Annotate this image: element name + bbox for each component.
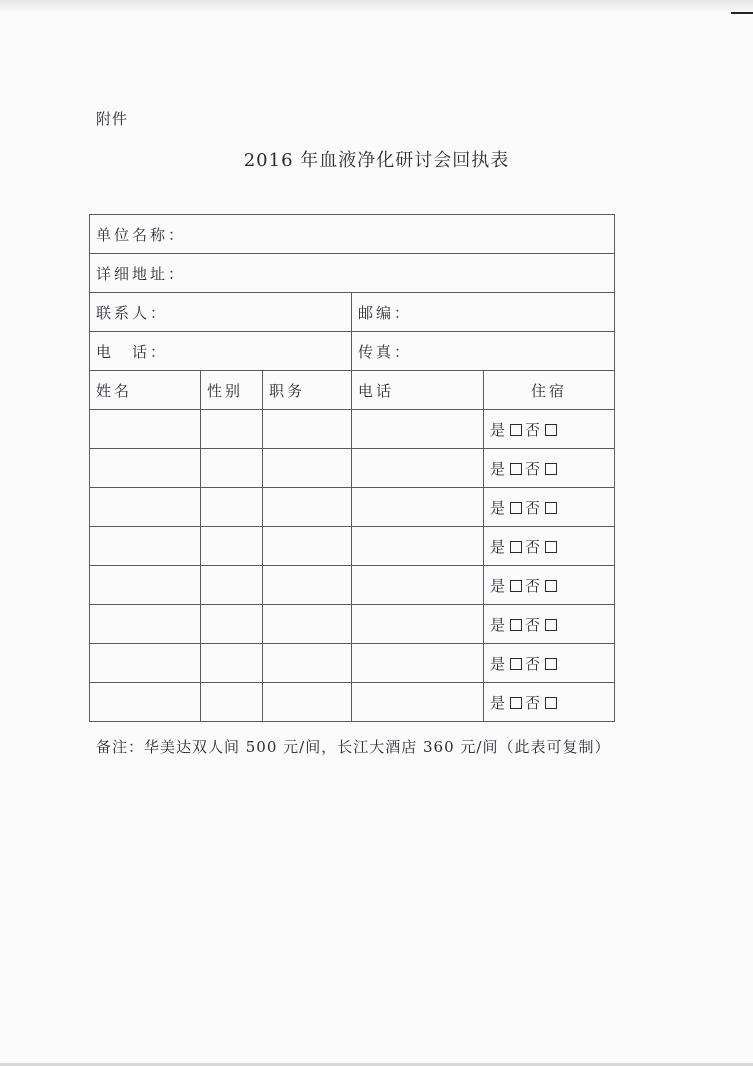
gender-cell[interactable] bbox=[201, 644, 263, 683]
table-row bbox=[90, 449, 615, 488]
lodging-cell bbox=[484, 566, 615, 605]
column-header-gender: 性别 bbox=[201, 371, 263, 410]
gender-cell[interactable] bbox=[201, 683, 263, 722]
name-cell[interactable] bbox=[90, 410, 201, 449]
lodging-cell bbox=[484, 683, 615, 722]
gender-cell[interactable] bbox=[201, 527, 263, 566]
lodging-yes-checkbox[interactable] bbox=[510, 463, 522, 475]
contact-row bbox=[90, 293, 615, 332]
gender-cell[interactable] bbox=[201, 566, 263, 605]
lodging-yes-label: 是 bbox=[490, 615, 509, 634]
phone-cell[interactable] bbox=[352, 488, 484, 527]
lodging-no-label: 否 bbox=[525, 498, 544, 517]
lodging-no-label: 否 bbox=[525, 615, 544, 634]
note: 备注：华美达双人间 500 元/间，长江大酒店 360 元/间（此表可复制） bbox=[96, 738, 611, 756]
lodging-no-checkbox[interactable] bbox=[545, 541, 557, 553]
name-cell[interactable] bbox=[90, 488, 201, 527]
unit-name-field[interactable] bbox=[90, 215, 615, 254]
gender-cell[interactable] bbox=[201, 410, 263, 449]
lodging-yes-checkbox[interactable] bbox=[510, 502, 522, 514]
postcode-label: 邮编： bbox=[358, 303, 413, 322]
column-header-lodging: 住宿 bbox=[484, 371, 615, 410]
phone-label: 电 话： bbox=[96, 342, 169, 361]
lodging-cell bbox=[484, 410, 615, 449]
table-row bbox=[90, 527, 615, 566]
phone-cell[interactable] bbox=[352, 605, 484, 644]
phone-cell[interactable] bbox=[352, 683, 484, 722]
phone-field[interactable] bbox=[90, 332, 352, 371]
lodging-no-label: 否 bbox=[525, 459, 544, 478]
lodging-cell bbox=[484, 605, 615, 644]
name-cell[interactable] bbox=[90, 605, 201, 644]
page-title: 2016 年血液净化研讨会回执表 bbox=[243, 150, 510, 171]
address-label: 详细地址： bbox=[96, 264, 187, 283]
table-header-row bbox=[90, 371, 615, 410]
position-cell[interactable] bbox=[263, 566, 352, 605]
lodging-yes-checkbox[interactable] bbox=[510, 697, 522, 709]
name-cell[interactable] bbox=[90, 644, 201, 683]
lodging-yes-checkbox[interactable] bbox=[510, 424, 522, 436]
lodging-yes-label: 是 bbox=[490, 693, 509, 712]
column-header-name: 姓名 bbox=[90, 371, 201, 410]
lodging-no-label: 否 bbox=[525, 654, 544, 673]
column-header-position: 职务 bbox=[263, 371, 352, 410]
lodging-yes-label: 是 bbox=[490, 459, 509, 478]
gender-cell[interactable] bbox=[201, 488, 263, 527]
lodging-no-label: 否 bbox=[525, 537, 544, 556]
lodging-cell bbox=[484, 644, 615, 683]
lodging-yes-label: 是 bbox=[490, 498, 509, 517]
name-cell[interactable] bbox=[90, 566, 201, 605]
table-row bbox=[90, 488, 615, 527]
lodging-no-checkbox[interactable] bbox=[545, 658, 557, 670]
address-field[interactable] bbox=[90, 254, 615, 293]
position-cell[interactable] bbox=[263, 605, 352, 644]
lodging-no-label: 否 bbox=[525, 420, 544, 439]
lodging-no-checkbox[interactable] bbox=[545, 619, 557, 631]
gender-cell[interactable] bbox=[201, 605, 263, 644]
lodging-yes-checkbox[interactable] bbox=[510, 541, 522, 553]
name-cell[interactable] bbox=[90, 527, 201, 566]
phone-cell[interactable] bbox=[352, 410, 484, 449]
contact-label: 联系人： bbox=[96, 303, 169, 322]
attachment-label: 附件 bbox=[96, 110, 129, 128]
contact-field[interactable] bbox=[90, 293, 352, 332]
position-cell[interactable] bbox=[263, 527, 352, 566]
reply-form-table bbox=[89, 214, 615, 722]
position-cell[interactable] bbox=[263, 644, 352, 683]
lodging-no-label: 否 bbox=[525, 576, 544, 595]
address-row bbox=[90, 254, 615, 293]
fax-field[interactable] bbox=[352, 332, 615, 371]
phone-cell[interactable] bbox=[352, 644, 484, 683]
table-row bbox=[90, 683, 615, 722]
lodging-no-label: 否 bbox=[525, 693, 544, 712]
lodging-cell bbox=[484, 488, 615, 527]
lodging-yes-checkbox[interactable] bbox=[510, 619, 522, 631]
name-cell[interactable] bbox=[90, 683, 201, 722]
lodging-yes-label: 是 bbox=[490, 654, 509, 673]
postcode-field[interactable] bbox=[352, 293, 615, 332]
scan-mark bbox=[731, 12, 753, 14]
lodging-yes-label: 是 bbox=[490, 576, 509, 595]
gender-cell[interactable] bbox=[201, 449, 263, 488]
lodging-no-checkbox[interactable] bbox=[545, 424, 557, 436]
phone-cell[interactable] bbox=[352, 527, 484, 566]
position-cell[interactable] bbox=[263, 449, 352, 488]
position-cell[interactable] bbox=[263, 683, 352, 722]
lodging-no-checkbox[interactable] bbox=[545, 463, 557, 475]
lodging-cell bbox=[484, 449, 615, 488]
lodging-no-checkbox[interactable] bbox=[545, 580, 557, 592]
lodging-no-checkbox[interactable] bbox=[545, 502, 557, 514]
scan-top-edge bbox=[0, 0, 753, 14]
name-cell[interactable] bbox=[90, 449, 201, 488]
lodging-yes-checkbox[interactable] bbox=[510, 580, 522, 592]
unit-name-row bbox=[90, 215, 615, 254]
table-row bbox=[90, 644, 615, 683]
position-cell[interactable] bbox=[263, 488, 352, 527]
position-cell[interactable] bbox=[263, 410, 352, 449]
column-header-phone: 电话 bbox=[352, 371, 484, 410]
table-row bbox=[90, 410, 615, 449]
table-row bbox=[90, 605, 615, 644]
phone-cell[interactable] bbox=[352, 449, 484, 488]
unit-name-label: 单位名称： bbox=[96, 225, 187, 244]
phone-row bbox=[90, 332, 615, 371]
lodging-cell bbox=[484, 527, 615, 566]
table-row bbox=[90, 566, 615, 605]
phone-cell[interactable] bbox=[352, 566, 484, 605]
lodging-yes-label: 是 bbox=[490, 537, 509, 556]
lodging-yes-label: 是 bbox=[490, 420, 509, 439]
fax-label: 传真： bbox=[358, 342, 413, 361]
lodging-no-checkbox[interactable] bbox=[545, 697, 557, 709]
lodging-yes-checkbox[interactable] bbox=[510, 658, 522, 670]
